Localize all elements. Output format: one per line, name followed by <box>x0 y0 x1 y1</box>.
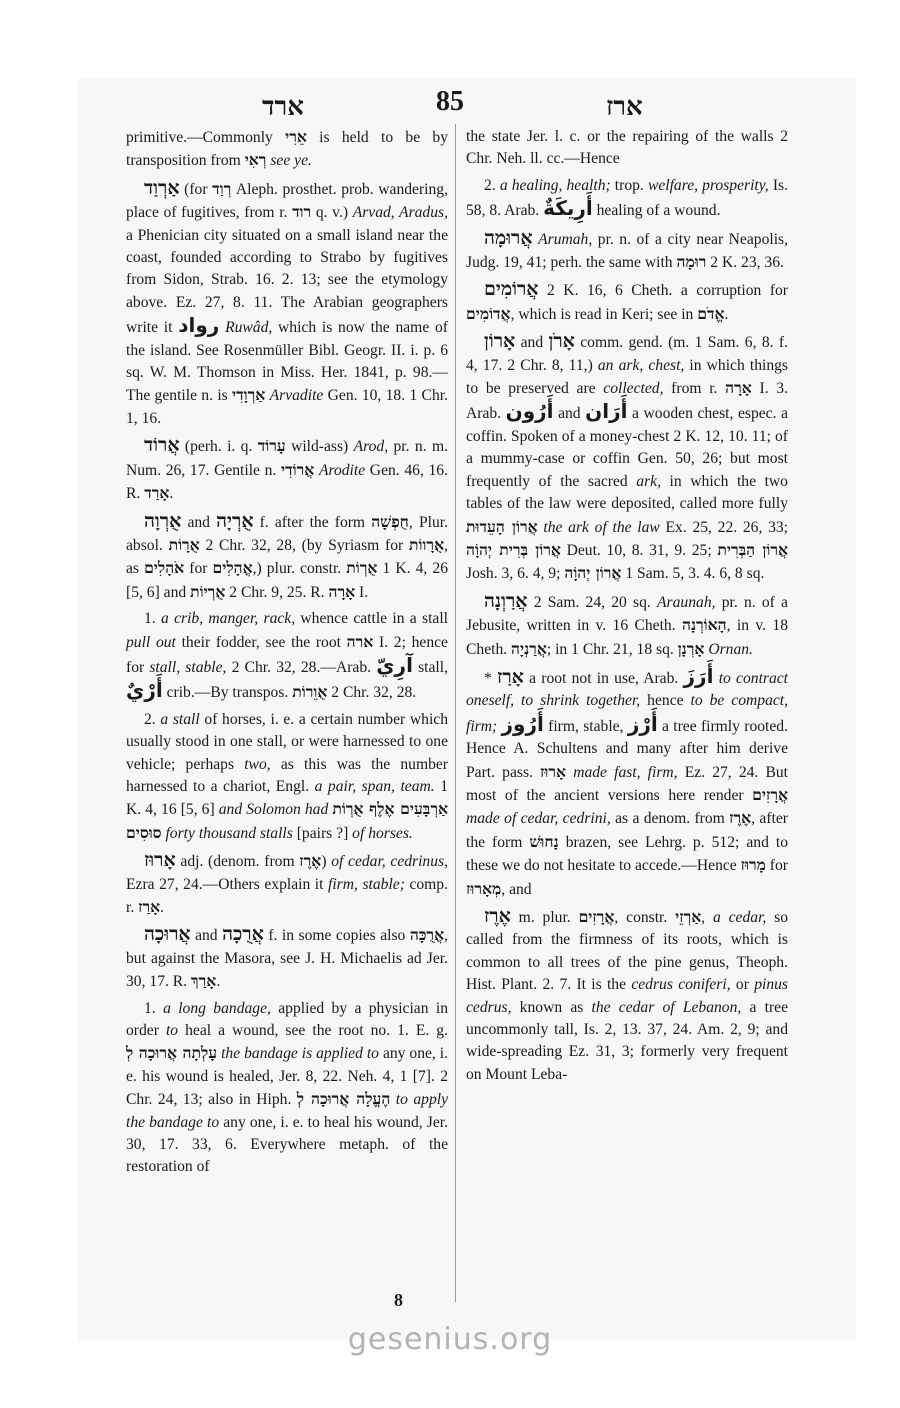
text-run: Is. 58, 8. Arab. <box>466 176 788 220</box>
continued-text <box>466 126 788 171</box>
italic-text: a healing, health; <box>499 176 611 194</box>
text-run: a tree firmly rooted. Hence A. Schultens and many after him derive Part. pass. <box>466 717 788 781</box>
text-run: pr. n. of a Jebusite, written in v. 16 Cheth. <box>466 593 788 635</box>
hebrew-text: חֻפְשָׁה <box>371 511 409 531</box>
hebrew-text: רְאִי <box>244 150 267 170</box>
dictionary-entry <box>126 849 448 919</box>
dictionary-entry <box>466 665 788 901</box>
text-run: stall, <box>412 658 448 676</box>
italic-text: firm, stable; <box>328 875 405 893</box>
text-run: [pairs ?] <box>292 824 353 842</box>
text-run: hence <box>640 692 691 710</box>
text-run: crib.—By transpos. <box>162 684 293 702</box>
hebrew-text: אֳהָלִים <box>212 558 253 578</box>
hebrew-text: אָרַךְ <box>190 971 217 991</box>
running-head-right: ארז <box>606 92 643 122</box>
text-run: (for <box>179 180 213 198</box>
italic-text: a cedar, <box>713 909 767 926</box>
text-run: or <box>730 976 755 994</box>
dictionary-entry <box>466 905 788 1086</box>
hebrew-headword: אָרוֹן <box>484 330 516 353</box>
text-run: comp. r. <box>126 875 448 916</box>
arabic-text: آرِيّ <box>376 652 413 677</box>
hebrew-text: אֲדוֹמִים <box>466 303 511 323</box>
text-run: and <box>553 405 586 423</box>
italic-text: Arodite <box>318 461 366 479</box>
italic-text: collected, <box>603 380 664 398</box>
text-run: which is now the name of the island. See Rosenmüller Bibl. Geogr. II. i. p. 6 sq. W. M. Thomson in Miss. Her. 1841, p. 98.—The gentile n. is <box>126 319 448 405</box>
text-run: in which the two tables of the law were deposited, called more fully <box>466 472 788 513</box>
italic-text: Ornan. <box>708 640 753 658</box>
italic-text: cedrus coniferi, <box>631 976 731 994</box>
text-run: Deut. 10, 8. 31, 9. 25; <box>560 541 718 559</box>
text-run: Ex. 25, 22. 26, 33; <box>659 518 788 536</box>
italic-text: pull out <box>126 633 176 651</box>
text-run: 2 Chr. 9, 25. R. <box>225 583 329 601</box>
text-run: any one, i. e. his wound is healed, Jer. 8, 22. Neh. 4, 1 [7]. 2 Chr. 24, 13; also in Hiph. <box>126 1045 449 1109</box>
hebrew-headword: אֻרְוָה <box>144 509 182 532</box>
hebrew-text: אֻרָווֹת <box>408 534 445 554</box>
text-run: q. v.) <box>311 204 353 222</box>
text-run: Gen. 10, 18. 1 Chr. 1, 16. <box>126 387 448 427</box>
italic-text: to <box>165 1022 179 1040</box>
text-run: in which things to be preserved are <box>466 356 789 398</box>
hebrew-headword: אֲרוּכָה <box>144 923 191 946</box>
text-run: any one, i. e. to heal his wound, Jer. 30, 17. 33, 6. Everywhere metaph. of the restoration of <box>126 1113 448 1176</box>
text-run: pr. n. m. Num. 26, 17. Gentile n. <box>126 438 448 479</box>
hebrew-headword: אֲרַוְנָה <box>484 589 528 612</box>
text-run: Ezra 27, 24.—Others explain it <box>126 875 329 893</box>
running-head-left: ארד <box>262 92 304 122</box>
text-run: (perh. i. q. <box>179 438 258 456</box>
text-run: is held to be by transposition from <box>126 129 448 170</box>
italic-text: made of cedar, cedrini, <box>466 810 611 828</box>
italic-text: Arumah, <box>538 230 593 248</box>
text-run: , Plur. absol. <box>126 513 448 554</box>
hebrew-text: אֻרְיוֹת <box>190 581 226 601</box>
text-run: . <box>724 305 729 323</box>
hebrew-text: רְוַד <box>212 178 232 198</box>
text-run: , in v. 18 Cheth. <box>466 617 789 658</box>
hebrew-text: אֲרוֹן בְּרִית יְהוָֹה <box>466 539 561 559</box>
hebrew-headword: אֻרְיָה <box>216 509 254 532</box>
italic-text: to contract oneself, to shrink together, <box>466 669 789 710</box>
text-run: , as <box>126 536 449 578</box>
text-run: applied by a physician in order <box>126 999 448 1040</box>
text-run: ; in 1 Chr. 21, 18 sq. <box>546 640 678 658</box>
hebrew-text: אֲרֻכָּה <box>409 925 445 945</box>
italic-text: a stall <box>160 710 200 728</box>
dictionary-entry <box>466 330 788 585</box>
text-run: 1. <box>144 610 161 628</box>
italic-text: Arvad, Aradus, <box>352 204 448 222</box>
text-run: comm. gend. (m. 1 Sam. 6, 8. f. 4, 17. 2 Chr. 8, 11,) <box>466 334 788 374</box>
italic-text: two, <box>244 755 271 773</box>
text-run: Josh. 3, 6. 4, 9; <box>466 565 565 583</box>
hebrew-text: עָלְתָה אֲרוּכָה לְ <box>126 1043 218 1063</box>
hebrew-text: אָרַד <box>144 483 170 503</box>
text-run: 2. <box>144 710 161 728</box>
right-column <box>466 126 788 1090</box>
hebrew-text: הָאוֹרְנָה <box>681 615 727 635</box>
hebrew-text: אֲרָזִים <box>752 784 788 804</box>
hebrew-text: אַרְבָּעִים אֶלֶף אֻרְוֹת סוּסִים <box>126 799 448 842</box>
text-run: I. 3. Arab. <box>466 380 788 423</box>
hebrew-headword: אָרוּז <box>144 849 176 872</box>
text-run: . <box>169 485 174 503</box>
italic-text: Araunah, <box>657 593 716 611</box>
left-column <box>126 126 448 1183</box>
italic-text: made fast, firm, <box>573 763 678 781</box>
hebrew-text: אָרָה <box>328 581 356 601</box>
text-run: their fodder, see the root <box>175 633 347 651</box>
hebrew-headword: אֲרוֹמִים <box>484 278 539 301</box>
text-run: , constr. <box>614 909 676 926</box>
signature-mark: 8 <box>394 1290 403 1310</box>
text-run: , <box>701 909 713 926</box>
arabic-text: رواد <box>178 313 220 338</box>
entry-sense <box>126 998 448 1179</box>
italic-text: the cedar of Lebanon, <box>591 998 742 1016</box>
text-run: 2 K. 23, 36. <box>706 254 784 272</box>
text-run: primitive.—Commonly <box>126 129 286 146</box>
italic-text: ark, <box>636 472 661 490</box>
italic-text: stall, stable, <box>149 658 227 676</box>
text-run: * <box>484 669 498 687</box>
hebrew-headword: אֲרוֹד <box>144 434 180 457</box>
text-run: , but against the Masora, see J. H. Michaelis ad Jer. 30, 17. R. <box>126 927 449 991</box>
text-run: a wooden chest, espec. a coffin. Spoken of a money-chest 2 K. 12, 10. 11; of a mummy-case or coffin Gen. 50, 26; but most frequently of the sacred <box>466 405 788 490</box>
italic-text: a crib, manger, rack, <box>161 610 296 628</box>
text-run: f. in some copies also <box>263 927 410 945</box>
hebrew-text: מְאָרוּז <box>466 878 502 898</box>
hebrew-text: אֻרְוֹת <box>346 558 378 578</box>
text-run: a root not in use, Arab. <box>523 669 684 687</box>
italic-text: pinus cedrus, <box>466 976 788 1016</box>
hebrew-text: אֲרוֹן הָעֵדוּת <box>466 516 538 536</box>
hebrew-headword: אֲרֻכָה <box>222 923 264 946</box>
hebrew-text: אֲרוֹדִי <box>281 459 315 479</box>
hebrew-text: אֵרִי <box>285 127 307 146</box>
arabic-text: أَرُون <box>505 399 554 424</box>
hebrew-text: הֶעֱלָה אֲרוּכָה לְ <box>296 1089 391 1109</box>
hebrew-text: מָרוּז <box>740 855 766 875</box>
text-run: brazen, see Lehrg. p. 512; and to these we do not hesitate to accede.—Hence <box>466 833 788 875</box>
italic-text: of horses. <box>352 824 413 842</box>
text-run: . <box>216 973 221 991</box>
italic-text: the ark of the law <box>543 518 660 536</box>
text-run: m. plur. <box>510 909 579 926</box>
italic-text: the bandage is applied to <box>221 1045 379 1063</box>
hebrew-headword: אֶרֶז <box>484 905 511 927</box>
text-run: ) <box>321 853 332 871</box>
text-run: and <box>190 927 223 945</box>
hebrew-headword: אַרְוַד <box>144 176 180 199</box>
continued-text <box>126 126 448 173</box>
italic-text: Ruwâd, <box>225 319 273 337</box>
hebrew-text: אָרַז <box>138 897 161 916</box>
dictionary-entry <box>466 590 788 661</box>
hebrew-text: אֲרָזִים <box>578 907 615 926</box>
arabic-text: أَرَان <box>585 399 628 424</box>
text-run: whence cattle in a stall <box>295 610 448 628</box>
arabic-text: أَرْيٌ <box>126 678 163 703</box>
text-run: 2 Chr. 32, 28. <box>327 684 417 702</box>
arabic-text: أَرَزَ <box>683 663 714 688</box>
dictionary-entry <box>126 510 448 605</box>
text-run: for <box>184 560 213 578</box>
italic-text: Arvadite <box>269 387 324 405</box>
text-run: a tree uncommonly tall, Is. 2, 13. 37, 24. Am. 2, 9; and wide-spreading Ez. 31, 3; formerly very frequent on Mount Leba- <box>466 998 788 1083</box>
italic-text: to be compact, firm; <box>466 692 789 735</box>
text-run: healing of a wound. <box>592 202 721 220</box>
hebrew-text: אָרָה <box>725 378 752 398</box>
text-run: 2 Sam. 24, 20 sq. <box>527 593 658 611</box>
arabic-text: أَرُوز <box>501 711 544 736</box>
dictionary-entry <box>126 177 448 430</box>
text-run: trop. <box>610 176 648 194</box>
page-number: 85 <box>436 86 464 117</box>
hebrew-text: אַרְזֵי <box>675 907 702 926</box>
hebrew-text: אָרוּז <box>540 761 567 781</box>
text-run: of horses, i. e. a certain number which usually stood in one stall, or were harnessed to one vehicle; perhaps <box>126 710 448 773</box>
hebrew-text: אֲרַנְיָה <box>511 638 547 658</box>
hebrew-text: ארה <box>346 631 374 651</box>
text-run: 2 Chr. 32, 28.—Arab. <box>226 658 377 676</box>
text-run: f. after the form <box>253 513 372 531</box>
text-run: 1 Sam. 5, 3. 4. 6, 8 sq. <box>621 565 765 583</box>
text-run: I. 2; hence for <box>126 633 448 676</box>
hebrew-text: עָרוֹד <box>257 436 286 456</box>
text-run: adj. (denom. from <box>175 853 300 871</box>
text-run: as this was the number harnessed to a chariot, Engl. <box>126 755 448 795</box>
text-run: 1 K. 4, 16 [5, 6] <box>126 777 448 819</box>
hebrew-text: אֲרוֹן יְהוָֹה <box>564 563 622 583</box>
text-run: the state Jer. l. c. or the repairing of the walls 2 Chr. Neh. ll. cc.—Hence <box>466 128 788 168</box>
italic-text: a pair, span, team. <box>314 777 435 795</box>
text-run: so called from the firmness of its roots, which is common to all trees of the pine genus, Theoph. Hist. Plant. 2. 7. It is the <box>466 909 789 994</box>
text-run: heal a wound, see the root no. 1. E. g. <box>178 1022 448 1040</box>
text-run: 2. <box>484 176 500 194</box>
text-run: Gen. 46, 16. R. <box>126 461 449 503</box>
text-run: as a denom. from <box>610 810 730 828</box>
watermark: gesenius.org <box>347 1322 553 1357</box>
arabic-text: أَرْز <box>627 711 658 736</box>
hebrew-headword: אָרַז <box>497 665 524 688</box>
entry-sense <box>126 608 448 705</box>
text-run: 2 Chr. 32, 28, (by Syriasm for <box>199 536 409 554</box>
hebrew-text: אֻוֵרוֹת <box>292 682 328 702</box>
italic-text: to apply the bandage to <box>126 1091 448 1131</box>
text-run: I. <box>355 583 369 601</box>
hebrew-text: אֱדֹם <box>697 303 725 323</box>
hebrew-text: אֶרֶז <box>299 851 322 871</box>
arabic-text: أَرِيكَةٌ <box>543 196 593 221</box>
text-run: from r. <box>663 380 726 398</box>
text-run: wild-ass) <box>285 438 354 456</box>
italic-text: an ark, chest, <box>597 356 685 374</box>
text-run: pr. n. of a city near Neapolis, Judg. 19, 41; perh. the same with <box>466 230 788 272</box>
text-run: 1. <box>144 999 164 1017</box>
hebrew-text: רוּמָה <box>676 252 707 272</box>
entry-sense <box>466 175 788 223</box>
dictionary-entry <box>466 278 788 326</box>
hebrew-text: אֲרוֹן הַבְּרִית <box>717 539 788 559</box>
hebrew-text: אַרְוָדִי <box>232 385 266 405</box>
italic-text: of cedar, cedrinus, <box>331 853 448 871</box>
text-run: firm, stable, <box>543 717 628 735</box>
hebrew-text: רוד <box>292 202 312 222</box>
entry-sense <box>126 709 448 845</box>
text-run: a Phenician city situated on a small island near the coast, founded according to Strabo by fugitives from Sidon, Strab. 16. 2. 13; see the etymology above. Ez. 27, 8. 11. The Arabian geographers write it <box>126 226 448 337</box>
text-run: and <box>515 334 549 352</box>
text-run: 1 K. 4, 26 [5, 6] and <box>126 560 449 601</box>
hebrew-text: אֹהָלִים <box>144 558 185 578</box>
text-run: Ez. 27, 24. But most of the ancient versions here render <box>466 763 788 804</box>
italic-text: welfare, prosperity, <box>647 176 769 194</box>
hebrew-text: נָחוּשׁ <box>529 831 559 851</box>
text-run: Aleph. prosthet. prob. wandering, place of fugitives, from r. <box>126 180 448 222</box>
text-run: 2 K. 16, 6 Cheth. a corruption for <box>538 282 788 300</box>
text-run: and <box>181 513 217 531</box>
italic-text: Arod, <box>353 438 389 456</box>
column-divider <box>455 124 456 1302</box>
italic-text: and Solomon had <box>218 801 329 819</box>
hebrew-text: אֶרֶז <box>729 808 752 828</box>
hebrew-text: אֻרָוֹת <box>168 534 200 554</box>
text-run: , and <box>501 880 532 898</box>
text-run: . <box>160 899 165 916</box>
dictionary-entry <box>126 434 448 505</box>
hebrew-text: אָרְנָן <box>677 638 705 658</box>
hebrew-headword: אָרֹן <box>548 330 575 353</box>
text-run: ,) plur. constr. <box>252 560 347 578</box>
dictionary-entry <box>466 227 788 275</box>
italic-text: forty thousand stalls <box>165 824 293 842</box>
italic-text: a long bandage, <box>163 999 271 1017</box>
text-run: , which is read in Keri; see in <box>510 305 698 323</box>
text-run: , after the form <box>466 810 788 851</box>
text-run: known as <box>511 998 592 1016</box>
hebrew-headword: אֲרוּמָה <box>484 226 533 249</box>
text-run: for <box>765 857 788 875</box>
dictionary-entry <box>126 923 448 993</box>
italic-text: see ye. <box>270 152 312 170</box>
